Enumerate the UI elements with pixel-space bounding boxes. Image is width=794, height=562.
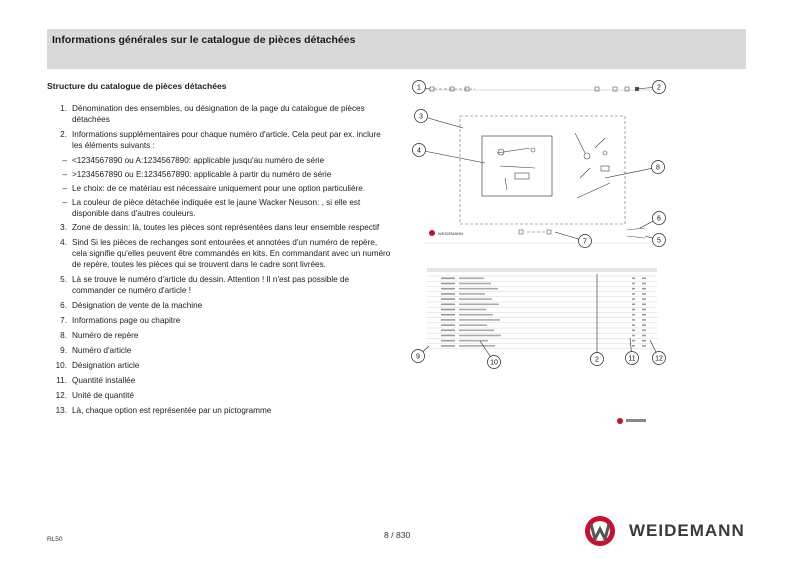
list-item-text: >1234567890 ou E:1234567890: applicable à partir du numéro de série xyxy=(72,170,332,179)
list-item-number: – xyxy=(62,156,67,165)
list-item-text: La couleur de pièce détachée indiquée est le jaune Wacker Neuson: , si elle est disponible dans d'autres couleurs. xyxy=(72,198,361,218)
list-item-number: 5. xyxy=(60,275,67,284)
weidemann-logo-icon xyxy=(580,514,620,548)
list-item xyxy=(47,129,392,151)
page-title: Informations générales sur le catalogue de pièces détachées xyxy=(52,34,356,46)
list-item-text: <1234567890 ou A:1234567890: applicable jusqu'au numéro de série xyxy=(72,156,325,165)
list-item xyxy=(47,345,392,356)
list-item-number: – xyxy=(62,198,67,207)
callout-label: 6 xyxy=(657,215,661,223)
list-item xyxy=(47,405,392,416)
callout-label: 3 xyxy=(419,113,423,121)
list-item-number: 6. xyxy=(60,301,67,310)
callout-label: 8 xyxy=(656,164,660,172)
list-item-number: – xyxy=(62,184,67,193)
list-item-number: 7. xyxy=(60,316,67,325)
header-band xyxy=(47,29,746,69)
list-item xyxy=(47,237,392,270)
list-item xyxy=(47,315,392,326)
list-item xyxy=(47,360,392,371)
drawing-area-frame xyxy=(460,116,625,224)
list-item-number: 2. xyxy=(60,130,67,139)
page-number: 8 / 830 xyxy=(384,530,411,540)
callout-label: 9 xyxy=(416,353,420,361)
list-item-text: Informations supplémentaires pour chaque numéro d'article. Cela peut par ex. inclure les éléments suivants : xyxy=(72,130,381,150)
list-item-text: Zone de dessin: là, toutes les pièces sont représentées dans leur ensemble respectif xyxy=(72,223,380,232)
list-item-text: Le choix: de ce matériau est nécessaire uniquement pour une option particulière. xyxy=(72,184,366,193)
callout-label: 10 xyxy=(490,359,498,367)
list-item-number: 13. xyxy=(55,406,67,415)
list-item-number: – xyxy=(62,170,67,179)
list-item-text: Unité de quantité xyxy=(72,391,134,400)
list-item xyxy=(47,222,392,233)
list-item xyxy=(47,300,392,311)
svg-text:·: · xyxy=(427,421,428,424)
list-item-text: Désignation de vente de la machine xyxy=(72,301,203,310)
list-item-text: Numéro de repère xyxy=(72,331,139,340)
list-item-number: 8. xyxy=(60,331,67,340)
callout-label: 12 xyxy=(655,355,663,363)
list-item-number: 3. xyxy=(60,223,67,232)
callout-label: 5 xyxy=(657,237,661,245)
list-item xyxy=(47,390,392,401)
callout-label: 7 xyxy=(583,238,587,246)
footer-code: RL50 xyxy=(47,536,63,543)
list-item xyxy=(47,197,392,219)
list-item xyxy=(47,169,392,180)
list-item-text: Là se trouve le numéro d'article du dessin. Attention ! Il n'est pas possible de commander ce numéro d'article ! xyxy=(72,275,350,295)
list-item xyxy=(47,103,392,125)
list-item xyxy=(47,183,392,194)
list-item-number: 9. xyxy=(60,346,67,355)
header-bar-marks xyxy=(430,87,639,91)
list-item-number: 1. xyxy=(60,104,67,113)
list-item-number: 4. xyxy=(60,238,67,247)
list-item-number: 10. xyxy=(55,361,67,370)
list-item xyxy=(47,274,392,296)
list-item xyxy=(47,375,392,386)
parts-sketch xyxy=(497,133,610,198)
parts-table xyxy=(427,268,657,349)
numbered-list xyxy=(47,103,392,420)
list-item xyxy=(47,330,392,341)
diagram-brand: WEIDEMANN xyxy=(438,231,463,236)
list-item-text: Quantité installée xyxy=(72,376,136,385)
list-item-number: 11. xyxy=(56,376,67,385)
kit-box xyxy=(482,136,552,196)
list-item-text: Là, chaque option est représentée par un pictogramme xyxy=(72,406,272,415)
list-item-text: Sind Si les pièces de rechanges sont entourées et annotées d'un numéro de repère, cela signifie qu'elles peuvent être commandés en kits. En commandant avec un numéro de repère, toutes les pièces qui se trouvent dans le cadre sont livrées. xyxy=(72,238,391,269)
brand-name: WEIDEMANN xyxy=(629,521,745,540)
list-item-number: 12. xyxy=(55,391,67,400)
list-item-text: Dénomination des ensembles, ou désignation de la page du catalogue de pièces détachées xyxy=(72,104,365,124)
list-item-text: Numéro d'article xyxy=(72,346,132,355)
weidemann-logo xyxy=(580,514,750,548)
list-item-text: Informations page ou chapitre xyxy=(72,316,181,325)
callout-label: 2 xyxy=(657,84,661,92)
catalog-structure-diagram xyxy=(405,78,675,448)
list-item-text: Désignation article xyxy=(72,361,140,370)
list-item xyxy=(47,155,392,166)
callout-label: 2 xyxy=(595,356,599,364)
section-title: Structure du catalogue de pièces détachées xyxy=(47,81,227,91)
callout-label: 11 xyxy=(628,355,636,363)
callout-label: 4 xyxy=(417,147,421,155)
callout-label: 1 xyxy=(417,84,421,92)
